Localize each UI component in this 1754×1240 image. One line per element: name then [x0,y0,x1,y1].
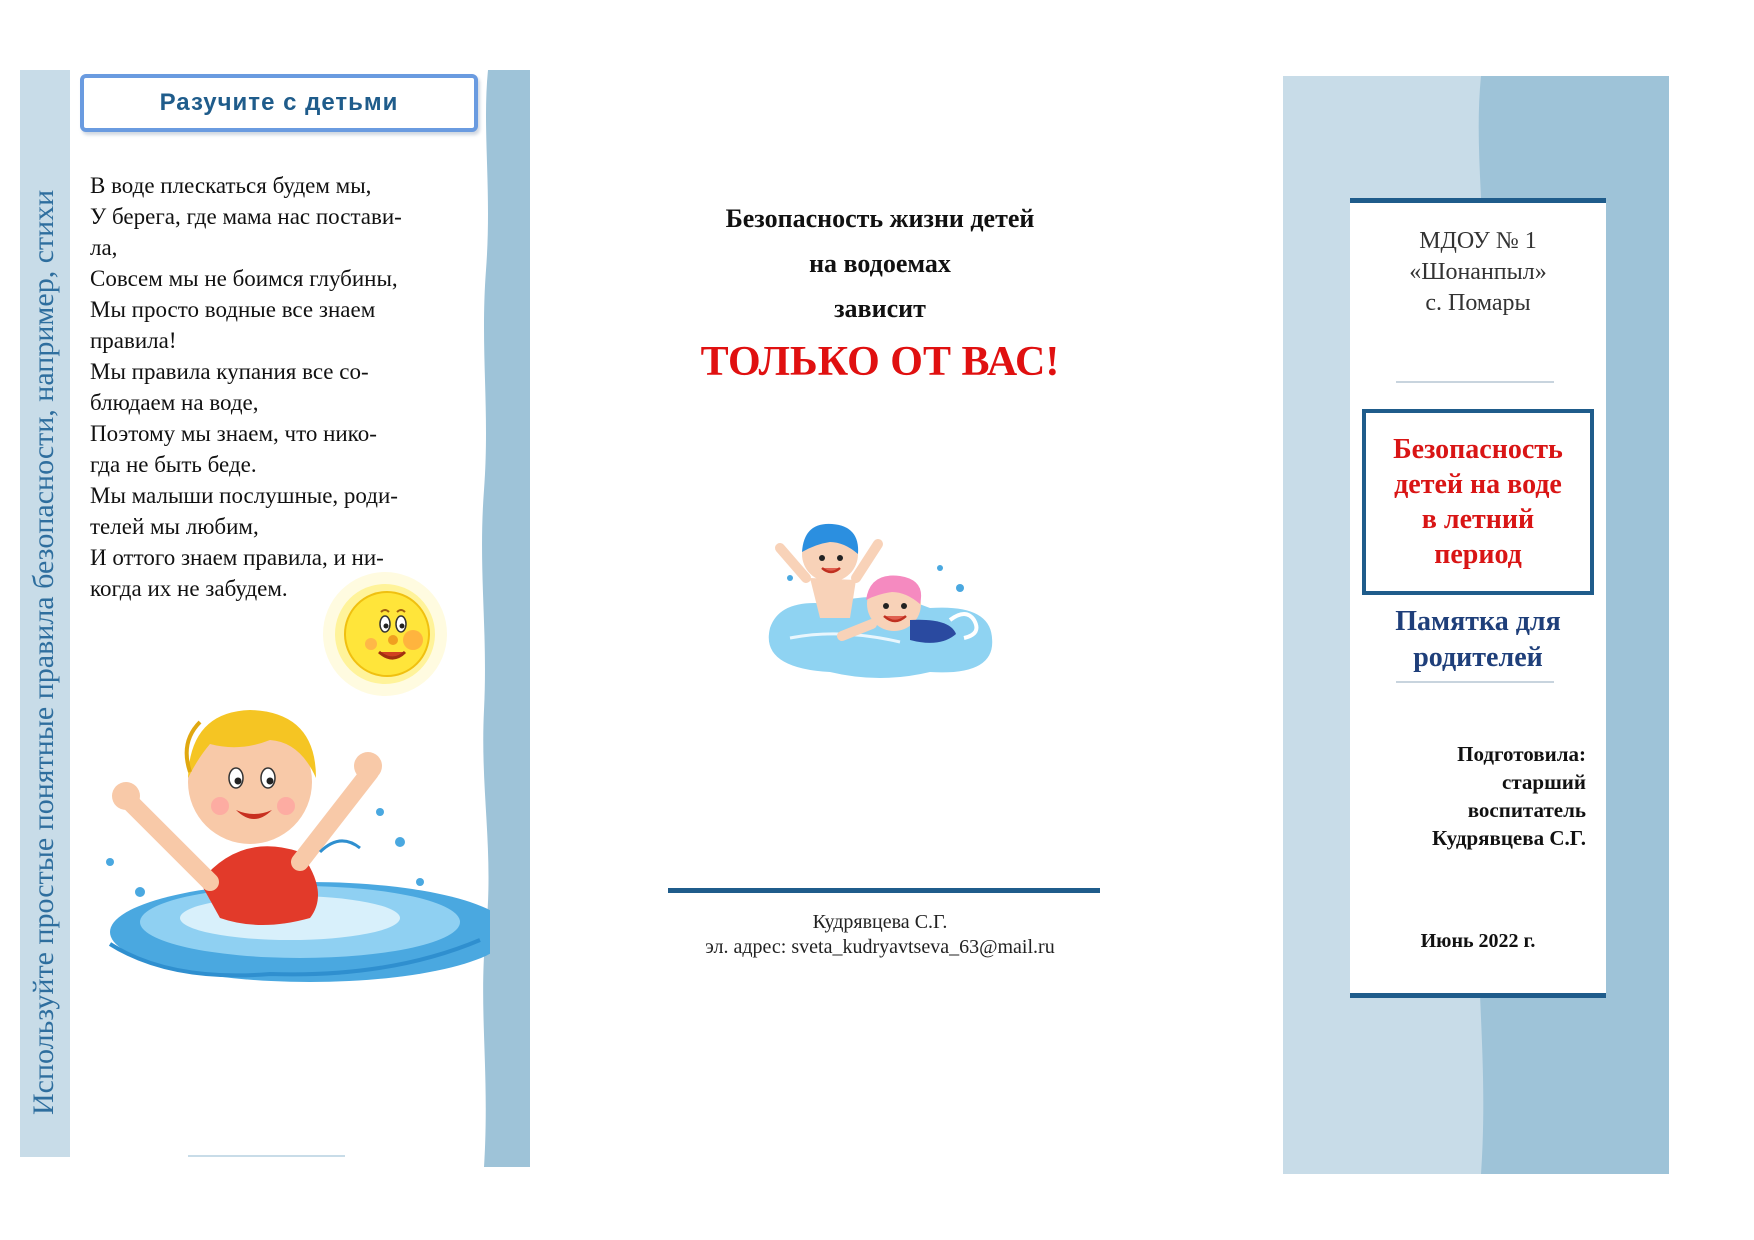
poem-line: Мы малыши послушные, роди- [90,483,398,508]
poem-text [90,170,470,604]
center-slogan: ТОЛЬКО ОТ ВАС! [700,339,1060,385]
org-divider [1396,381,1554,383]
poem-line: Мы просто водные все знаем [90,297,376,322]
poem-line: Мы правила купания все со- [90,359,369,384]
author-line: старший [1502,770,1586,794]
sun-illustration [305,568,465,698]
memo-line: Памятка для [1395,606,1561,637]
left-side-strip [20,70,70,1157]
author-line: Кудрявцева С.Г. [1431,826,1586,850]
poem-line: Совсем мы не боимся глубины, [90,266,398,291]
poem-header: Разучите с детьми [159,89,399,116]
organization-name [1350,226,1606,319]
topic-line: период [1434,539,1522,570]
poem-line: У берега, где мама нас постави- [90,204,402,229]
center-title-line: Безопасность жизни детей [725,204,1035,233]
poem-header-box [80,74,478,132]
memo-title [1350,604,1606,676]
center-title-line: на водоемах [809,249,951,278]
poem-line: гда не быть беде. [90,452,257,477]
child-splashing-illustration [70,682,490,992]
author-block [1370,740,1586,852]
contact-name: Кудрявцева С.Г. [812,911,948,933]
publication-date: Июнь 2022 г. [1420,930,1536,952]
author-line: Подготовила: [1457,742,1586,766]
poem-line: И оттого знаем правила, и ни- [90,545,384,570]
author-line: воспитатель [1467,798,1586,822]
topic-line: в летний [1421,504,1535,535]
poem-line: телей мы любим, [90,514,259,539]
side-caption: Используйте простые понятные правила безопасности, например, стихи [27,189,60,1115]
topic-line: Безопасность [1393,434,1563,465]
left-bottom-divider [188,1155,345,1157]
org-line: «Шонанпыл» [1409,259,1547,285]
poem-line: когда их не забудем. [90,576,288,601]
memo-divider [1396,681,1554,683]
center-title [660,196,1100,331]
center-divider [668,888,1100,893]
memo-line: родителей [1413,642,1543,673]
contact-email: эл. адрес: sveta_kudryavtseva_63@mail.ru [705,936,1055,958]
poem-line: В воде плескаться будем мы, [90,173,372,198]
center-contact [640,910,1120,960]
topic-box [1362,409,1594,595]
poem-line: правила! [90,328,177,353]
topic-line: детей на воде [1394,469,1562,500]
org-line: МДОУ № 1 [1419,228,1537,254]
poem-line: блюдаем на воде, [90,390,259,415]
poem-line: ла, [90,235,118,260]
poem-line: Поэтому мы знаем, что нико- [90,421,377,446]
center-title-line: зависит [834,294,926,323]
left-wave-border [474,70,530,1167]
swimming-children-illustration [760,508,1000,684]
org-line: с. Помары [1425,290,1531,316]
